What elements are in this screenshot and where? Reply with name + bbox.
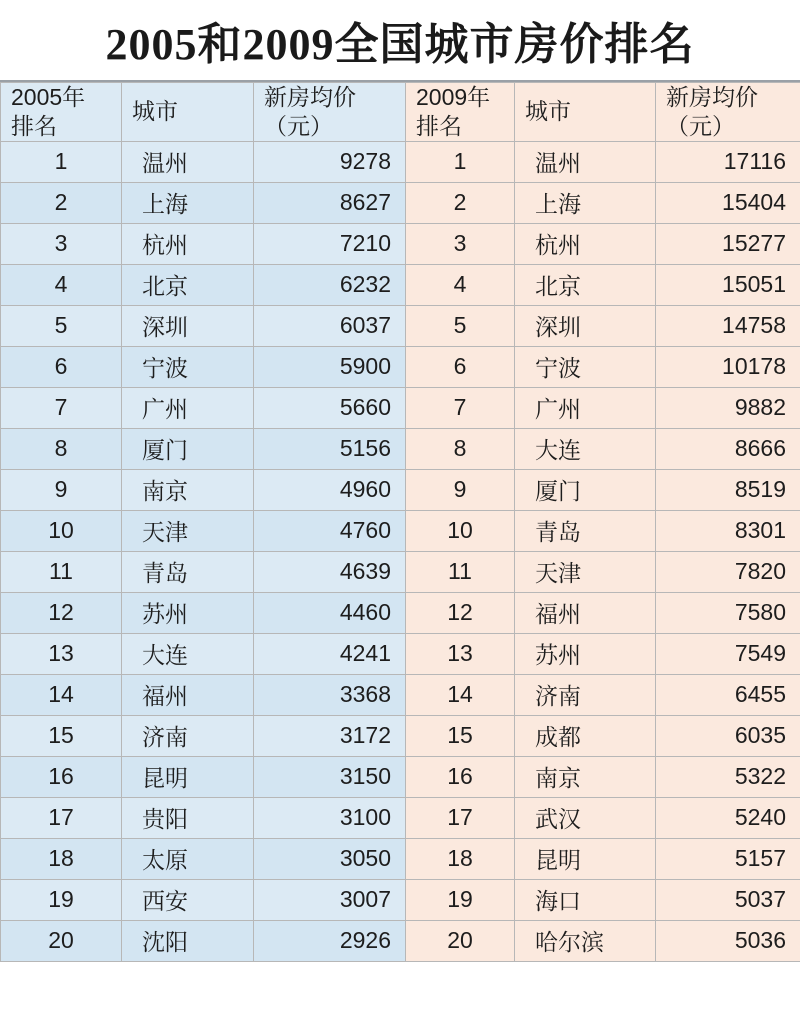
cell-price-2009: 7580 bbox=[656, 592, 800, 633]
cell-price-2009: 8301 bbox=[656, 510, 800, 551]
housing-price-table bbox=[0, 82, 800, 962]
cell-city-2005: 太原 bbox=[122, 838, 254, 879]
cell-price-2005: 7210 bbox=[254, 223, 406, 264]
cell-rank-2005: 6 bbox=[1, 346, 122, 387]
cell-city-2009: 广州 bbox=[515, 387, 656, 428]
table-row bbox=[1, 469, 800, 510]
cell-price-2005: 6232 bbox=[254, 264, 406, 305]
cell-price-2005: 4241 bbox=[254, 633, 406, 674]
cell-rank-2009: 4 bbox=[406, 264, 515, 305]
table-header-row bbox=[1, 83, 800, 142]
cell-rank-2009: 1 bbox=[406, 141, 515, 182]
cell-price-2005: 3150 bbox=[254, 756, 406, 797]
cell-city-2005: 苏州 bbox=[122, 592, 254, 633]
cell-price-2009: 7549 bbox=[656, 633, 800, 674]
column-header-price-2009 bbox=[656, 83, 800, 142]
table-row bbox=[1, 715, 800, 756]
column-header-price-2005-line1: 新房均价 bbox=[264, 84, 356, 110]
cell-rank-2009: 8 bbox=[406, 428, 515, 469]
cell-city-2009: 厦门 bbox=[515, 469, 656, 510]
cell-city-2009: 海口 bbox=[515, 879, 656, 920]
cell-rank-2009: 17 bbox=[406, 797, 515, 838]
cell-price-2005: 3100 bbox=[254, 797, 406, 838]
cell-rank-2005: 9 bbox=[1, 469, 122, 510]
column-header-city-2009: 城市 bbox=[515, 83, 656, 142]
table-body bbox=[1, 141, 800, 961]
cell-city-2005: 昆明 bbox=[122, 756, 254, 797]
cell-city-2005: 广州 bbox=[122, 387, 254, 428]
table-row bbox=[1, 838, 800, 879]
cell-city-2005: 天津 bbox=[122, 510, 254, 551]
cell-city-2009: 苏州 bbox=[515, 633, 656, 674]
cell-rank-2005: 14 bbox=[1, 674, 122, 715]
cell-price-2009: 6455 bbox=[656, 674, 800, 715]
cell-price-2005: 8627 bbox=[254, 182, 406, 223]
cell-price-2009: 17116 bbox=[656, 141, 800, 182]
cell-price-2009: 5036 bbox=[656, 920, 800, 961]
cell-city-2005: 厦门 bbox=[122, 428, 254, 469]
cell-rank-2005: 11 bbox=[1, 551, 122, 592]
cell-city-2005: 上海 bbox=[122, 182, 254, 223]
cell-city-2009: 青岛 bbox=[515, 510, 656, 551]
column-header-price-2009-line1: 新房均价 bbox=[666, 84, 758, 110]
cell-rank-2009: 14 bbox=[406, 674, 515, 715]
cell-price-2009: 9882 bbox=[656, 387, 800, 428]
cell-price-2005: 4960 bbox=[254, 469, 406, 510]
cell-city-2005: 济南 bbox=[122, 715, 254, 756]
cell-rank-2005: 13 bbox=[1, 633, 122, 674]
cell-rank-2005: 20 bbox=[1, 920, 122, 961]
column-header-price-2009-line2: （元） bbox=[666, 112, 735, 139]
cell-city-2009: 大连 bbox=[515, 428, 656, 469]
table-row bbox=[1, 920, 800, 961]
cell-rank-2005: 10 bbox=[1, 510, 122, 551]
cell-city-2009: 宁波 bbox=[515, 346, 656, 387]
column-header-price-2005 bbox=[254, 83, 406, 142]
cell-rank-2005: 8 bbox=[1, 428, 122, 469]
cell-price-2009: 15051 bbox=[656, 264, 800, 305]
column-header-rank-2005-line2: 排名 bbox=[11, 112, 57, 139]
cell-rank-2005: 1 bbox=[1, 141, 122, 182]
cell-rank-2005: 5 bbox=[1, 305, 122, 346]
cell-rank-2005: 2 bbox=[1, 182, 122, 223]
table-row bbox=[1, 756, 800, 797]
cell-price-2009: 10178 bbox=[656, 346, 800, 387]
table-row bbox=[1, 879, 800, 920]
cell-rank-2009: 9 bbox=[406, 469, 515, 510]
table-row bbox=[1, 428, 800, 469]
cell-city-2009: 天津 bbox=[515, 551, 656, 592]
cell-price-2005: 3368 bbox=[254, 674, 406, 715]
cell-rank-2009: 5 bbox=[406, 305, 515, 346]
cell-rank-2005: 12 bbox=[1, 592, 122, 633]
cell-rank-2009: 19 bbox=[406, 879, 515, 920]
cell-rank-2009: 15 bbox=[406, 715, 515, 756]
cell-rank-2009: 6 bbox=[406, 346, 515, 387]
cell-city-2005: 贵阳 bbox=[122, 797, 254, 838]
cell-city-2009: 武汉 bbox=[515, 797, 656, 838]
cell-city-2009: 杭州 bbox=[515, 223, 656, 264]
table-row bbox=[1, 264, 800, 305]
table-row bbox=[1, 510, 800, 551]
table-row bbox=[1, 674, 800, 715]
cell-rank-2009: 13 bbox=[406, 633, 515, 674]
cell-price-2005: 3050 bbox=[254, 838, 406, 879]
cell-city-2009: 哈尔滨 bbox=[515, 920, 656, 961]
cell-rank-2009: 7 bbox=[406, 387, 515, 428]
column-header-rank-2005 bbox=[1, 83, 122, 142]
cell-rank-2005: 18 bbox=[1, 838, 122, 879]
cell-price-2009: 6035 bbox=[656, 715, 800, 756]
cell-rank-2005: 15 bbox=[1, 715, 122, 756]
cell-city-2005: 宁波 bbox=[122, 346, 254, 387]
cell-rank-2005: 3 bbox=[1, 223, 122, 264]
cell-rank-2005: 16 bbox=[1, 756, 122, 797]
cell-price-2009: 7820 bbox=[656, 551, 800, 592]
table-row bbox=[1, 223, 800, 264]
cell-rank-2009: 12 bbox=[406, 592, 515, 633]
column-header-price-2005-line2: （元） bbox=[264, 112, 333, 139]
column-header-rank-2009-line2: 排名 bbox=[416, 112, 462, 139]
table-row bbox=[1, 182, 800, 223]
cell-city-2005: 大连 bbox=[122, 633, 254, 674]
cell-rank-2009: 3 bbox=[406, 223, 515, 264]
cell-rank-2009: 11 bbox=[406, 551, 515, 592]
title-row bbox=[0, 0, 800, 82]
cell-price-2009: 8519 bbox=[656, 469, 800, 510]
page-title: 2005和2009全国城市房价排名 bbox=[105, 20, 695, 69]
column-header-rank-2005-line1: 2005年 bbox=[11, 84, 86, 110]
cell-price-2009: 15277 bbox=[656, 223, 800, 264]
cell-city-2009: 深圳 bbox=[515, 305, 656, 346]
cell-city-2009: 上海 bbox=[515, 182, 656, 223]
cell-price-2005: 5900 bbox=[254, 346, 406, 387]
column-header-rank-2009 bbox=[406, 83, 515, 142]
table-row bbox=[1, 551, 800, 592]
cell-price-2009: 8666 bbox=[656, 428, 800, 469]
cell-city-2009: 北京 bbox=[515, 264, 656, 305]
table-row bbox=[1, 633, 800, 674]
cell-rank-2005: 19 bbox=[1, 879, 122, 920]
table-header bbox=[1, 83, 800, 142]
cell-city-2005: 深圳 bbox=[122, 305, 254, 346]
cell-city-2009: 温州 bbox=[515, 141, 656, 182]
cell-price-2005: 6037 bbox=[254, 305, 406, 346]
table-row bbox=[1, 797, 800, 838]
cell-price-2009: 5037 bbox=[656, 879, 800, 920]
column-header-rank-2009-line1: 2009年 bbox=[416, 84, 491, 110]
cell-city-2005: 温州 bbox=[122, 141, 254, 182]
cell-price-2005: 2926 bbox=[254, 920, 406, 961]
cell-price-2009: 5322 bbox=[656, 756, 800, 797]
column-header-city-2005: 城市 bbox=[122, 83, 254, 142]
cell-city-2005: 沈阳 bbox=[122, 920, 254, 961]
cell-rank-2009: 10 bbox=[406, 510, 515, 551]
cell-rank-2005: 7 bbox=[1, 387, 122, 428]
cell-city-2009: 济南 bbox=[515, 674, 656, 715]
cell-price-2005: 5660 bbox=[254, 387, 406, 428]
table-row bbox=[1, 305, 800, 346]
table-row bbox=[1, 387, 800, 428]
cell-city-2005: 西安 bbox=[122, 879, 254, 920]
table-row bbox=[1, 346, 800, 387]
cell-price-2005: 3007 bbox=[254, 879, 406, 920]
cell-price-2005: 4760 bbox=[254, 510, 406, 551]
cell-rank-2009: 16 bbox=[406, 756, 515, 797]
cell-price-2009: 5157 bbox=[656, 838, 800, 879]
cell-city-2009: 福州 bbox=[515, 592, 656, 633]
cell-city-2009: 成都 bbox=[515, 715, 656, 756]
cell-price-2005: 3172 bbox=[254, 715, 406, 756]
cell-price-2005: 9278 bbox=[254, 141, 406, 182]
cell-city-2005: 青岛 bbox=[122, 551, 254, 592]
cell-city-2005: 杭州 bbox=[122, 223, 254, 264]
cell-city-2009: 南京 bbox=[515, 756, 656, 797]
cell-rank-2005: 4 bbox=[1, 264, 122, 305]
cell-rank-2009: 2 bbox=[406, 182, 515, 223]
cell-city-2005: 北京 bbox=[122, 264, 254, 305]
cell-city-2005: 福州 bbox=[122, 674, 254, 715]
cell-rank-2005: 17 bbox=[1, 797, 122, 838]
cell-city-2005: 南京 bbox=[122, 469, 254, 510]
cell-rank-2009: 18 bbox=[406, 838, 515, 879]
cell-rank-2009: 20 bbox=[406, 920, 515, 961]
cell-price-2009: 5240 bbox=[656, 797, 800, 838]
table-row bbox=[1, 141, 800, 182]
cell-price-2009: 14758 bbox=[656, 305, 800, 346]
cell-city-2009: 昆明 bbox=[515, 838, 656, 879]
cell-price-2005: 4639 bbox=[254, 551, 406, 592]
cell-price-2005: 4460 bbox=[254, 592, 406, 633]
table-row bbox=[1, 592, 800, 633]
cell-price-2005: 5156 bbox=[254, 428, 406, 469]
cell-price-2009: 15404 bbox=[656, 182, 800, 223]
